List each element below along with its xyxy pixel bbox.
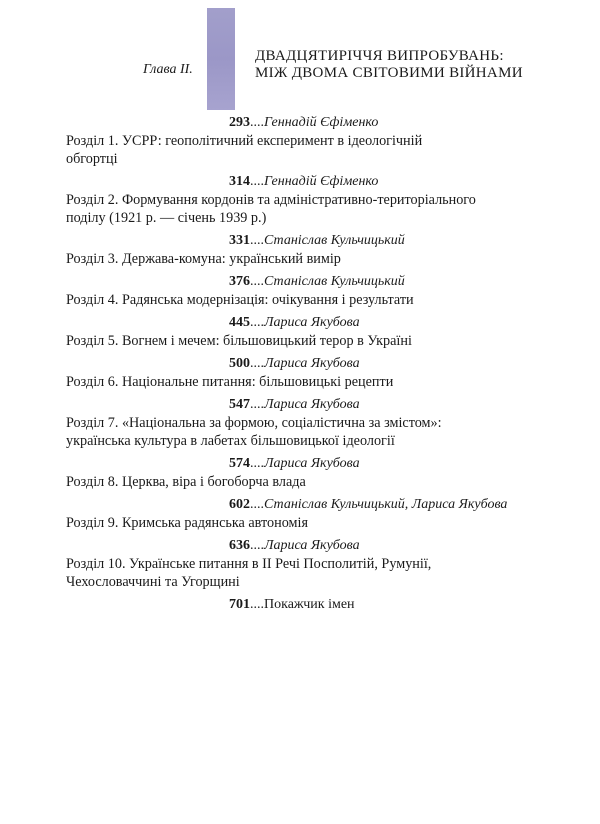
leader-dots: .... bbox=[250, 315, 264, 330]
author: Лариса Якубова bbox=[264, 397, 360, 412]
page-number: 331 bbox=[229, 233, 250, 248]
page-number: 636 bbox=[229, 538, 250, 553]
entry-header bbox=[66, 455, 526, 473]
section-title-line: Чехословаччині та Угорщині bbox=[66, 574, 240, 590]
author: Станіслав Кульчицький, Лариса Якубова bbox=[264, 497, 508, 512]
toc-entry[interactable] bbox=[66, 496, 526, 532]
section-title-line: Розділ 7. «Національна за формою, соціалістична за змістом»: bbox=[66, 415, 442, 431]
author: Лариса Якубова bbox=[264, 538, 360, 553]
index-label: Покажчик імен bbox=[264, 597, 355, 612]
leader-dots: .... bbox=[250, 174, 264, 189]
leader-dots: .... bbox=[250, 356, 264, 371]
section-title-line: обгортці bbox=[66, 151, 118, 167]
author: Лариса Якубова bbox=[264, 356, 360, 371]
section-title-line: українська культура в лабетах більшовицької ідеології bbox=[66, 433, 395, 449]
toc-entry[interactable] bbox=[66, 396, 526, 450]
entry-header bbox=[66, 114, 526, 132]
section-title-line: Розділ 2. Формування кордонів та адміністративно-територіального bbox=[66, 192, 476, 208]
entry-header bbox=[66, 355, 526, 373]
page-number: 293 bbox=[229, 115, 250, 130]
toc-entry[interactable] bbox=[66, 355, 526, 391]
entry-header bbox=[66, 537, 526, 555]
author: Геннадій Єфіменко bbox=[264, 115, 379, 130]
chapter-accent-bar bbox=[207, 8, 235, 110]
entry-header bbox=[66, 232, 526, 250]
section-title-line: Розділ 4. Радянська модернізація: очікування і результати bbox=[66, 292, 414, 308]
entry-header bbox=[66, 496, 526, 514]
entry-header bbox=[66, 396, 526, 414]
page-number: 602 bbox=[229, 497, 250, 512]
author: Геннадій Єфіменко bbox=[264, 174, 379, 189]
leader-dots: .... bbox=[250, 538, 264, 553]
leader-dots: .... bbox=[250, 233, 264, 248]
toc-entry[interactable] bbox=[66, 273, 526, 309]
section-title-line: Розділ 3. Держава-комуна: український вимір bbox=[66, 251, 341, 267]
section-title-line: Розділ 6. Національне питання: більшовицькі рецепти bbox=[66, 374, 394, 390]
section-title-line: Розділ 5. Вогнем і мечем: більшовицький терор в Україні bbox=[66, 333, 412, 349]
leader-dots: .... bbox=[250, 274, 264, 289]
author: Лариса Якубова bbox=[264, 315, 360, 330]
leader-dots: .... bbox=[250, 497, 264, 512]
chapter-title-line-2: МІЖ ДВОМА СВІТОВИМИ ВІЙНАМИ bbox=[255, 65, 523, 81]
leader-dots: .... bbox=[250, 115, 264, 130]
entry-header bbox=[66, 273, 526, 291]
toc-entry[interactable] bbox=[66, 232, 526, 268]
section-title-line: Розділ 9. Кримська радянська автономія bbox=[66, 515, 308, 531]
chapter-title bbox=[255, 48, 523, 82]
page-number: 314 bbox=[229, 174, 250, 189]
section-title-line: Розділ 8. Церква, віра і богоборча влада bbox=[66, 474, 306, 490]
chapter-label: Глава II. bbox=[143, 62, 193, 77]
entry-header bbox=[66, 173, 526, 191]
page-number: 701 bbox=[229, 597, 250, 612]
section-title-line: Розділ 1. УСРР: геополітичний експеримент в ідеологічній bbox=[66, 133, 423, 149]
page-number: 445 bbox=[229, 315, 250, 330]
toc-entry[interactable] bbox=[66, 173, 526, 227]
section-title-line: поділу (1921 р. — січень 1939 р.) bbox=[66, 210, 267, 226]
table-of-contents bbox=[66, 114, 526, 619]
page-number: 500 bbox=[229, 356, 250, 371]
leader-dots: .... bbox=[250, 397, 264, 412]
page-number: 547 bbox=[229, 397, 250, 412]
author: Станіслав Кульчицький bbox=[264, 274, 405, 289]
leader-dots: .... bbox=[250, 456, 264, 471]
toc-entry[interactable] bbox=[66, 455, 526, 491]
page-number: 376 bbox=[229, 274, 250, 289]
author: Станіслав Кульчицький bbox=[264, 233, 405, 248]
entry-header bbox=[66, 596, 526, 614]
page-number: 574 bbox=[229, 456, 250, 471]
author: Лариса Якубова bbox=[264, 456, 360, 471]
entry-header bbox=[66, 314, 526, 332]
toc-entry[interactable] bbox=[66, 596, 526, 614]
leader-dots: .... bbox=[250, 597, 264, 612]
toc-entry[interactable] bbox=[66, 114, 526, 168]
toc-entry[interactable] bbox=[66, 537, 526, 591]
chapter-title-line-1: ДВАДЦЯТИРІЧЧЯ ВИПРОБУВАНЬ: bbox=[255, 48, 504, 64]
section-title-line: Розділ 10. Українське питання в II Речі Посполитій, Румунії, bbox=[66, 556, 432, 572]
toc-entry[interactable] bbox=[66, 314, 526, 350]
